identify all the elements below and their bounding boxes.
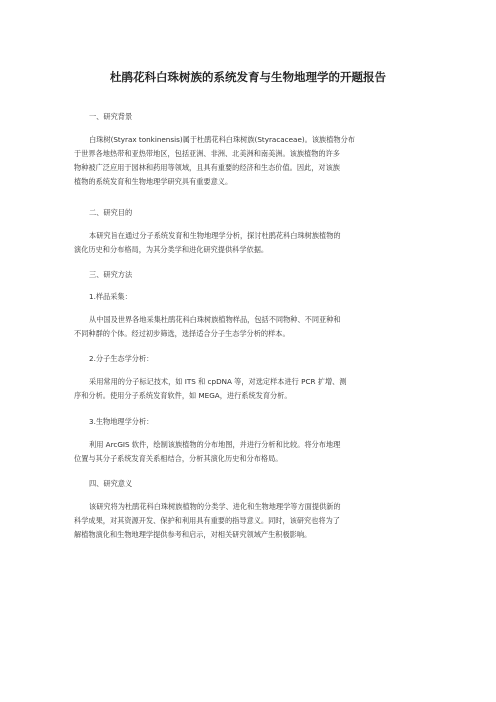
subsection-heading-molecular: 2.分子生态学分析： [89, 354, 154, 363]
section-heading-background: 一、研究背景 [89, 112, 133, 121]
paragraph-line: 从中国及世界各地采集杜鹃花科白珠树族植物样品，包括不同物种、不同亚种和 [89, 315, 341, 324]
purpose-paragraph [74, 229, 422, 257]
paragraph-line: 演化历史和分布格局，为其分类学和进化研究提供科学依据。 [74, 245, 269, 254]
paragraph-line: 不同种群的个体。经过初步筛选，选择适合分子生态学分析的样本。 [74, 329, 290, 338]
paragraph-line: 位置与其分子系统发育关系相结合，分析其演化历史和分布格局。 [74, 454, 283, 463]
paragraph-line: 序和分析。使用分子系统发育软件，如 MEGA，进行系统发育分析。 [74, 391, 292, 400]
subsection-heading-biogeography: 3.生物地理学分析： [89, 417, 154, 426]
paragraph-line: 植物的系统发育和生物地理学研究具有重要意义。 [74, 177, 233, 186]
paragraph-line: 白珠树(Styrax tonkinensis)属于杜鹃花科白珠树族(Styracaceae)。该族植物分布 [89, 135, 355, 144]
section-heading-methods: 三、研究方法 [89, 270, 133, 279]
paragraph-line: 解植物演化和生物地理学提供参考和启示，对相关研究领域产生积极影响。 [74, 530, 312, 539]
paragraph-line: 该研究将为杜鹃花科白珠树族植物的分类学、进化和生物地理学等方面提供新的 [89, 502, 341, 511]
paragraph-line: 于世界各地热带和亚热带地区，包括亚洲、非洲、北美洲和南美洲。该族植物的许多 [74, 149, 340, 158]
document-title: 杜鹃花科白珠树族的系统发育与生物地理学的开题报告 [110, 70, 386, 84]
paragraph-line: 采用常用的分子标记技术，如 ITS 和 cpDNA 等，对选定样本进行 PCR 扩增、测 [89, 377, 347, 386]
paragraph-line: 利用 ArcGIS 软件，绘制该族植物的分布地图，并进行分析和比较。将分布地理 [89, 440, 341, 449]
section-heading-significance: 四、研究意义 [89, 479, 133, 488]
subsection-heading-sampling: 1.样品采集： [89, 292, 132, 301]
section-heading-purpose: 二、研究目的 [89, 208, 133, 217]
paragraph-line: 科学成果，对其资源开发、保护和利用具有重要的指导意义。同时，该研究也将为了 [74, 516, 340, 525]
sampling-paragraph [74, 313, 422, 341]
significance-paragraph [74, 500, 422, 542]
paragraph-line: 本研究旨在通过分子系统发育和生物地理学分析，探讨杜鹃花科白珠树族植物的 [89, 231, 341, 240]
biogeography-paragraph [74, 438, 422, 466]
molecular-paragraph [74, 375, 422, 403]
paragraph-line: 物种被广泛应用于园林和药用等领域，且具有重要的经济和生态价值。因此，对该族 [74, 163, 340, 172]
background-paragraph [74, 133, 422, 189]
